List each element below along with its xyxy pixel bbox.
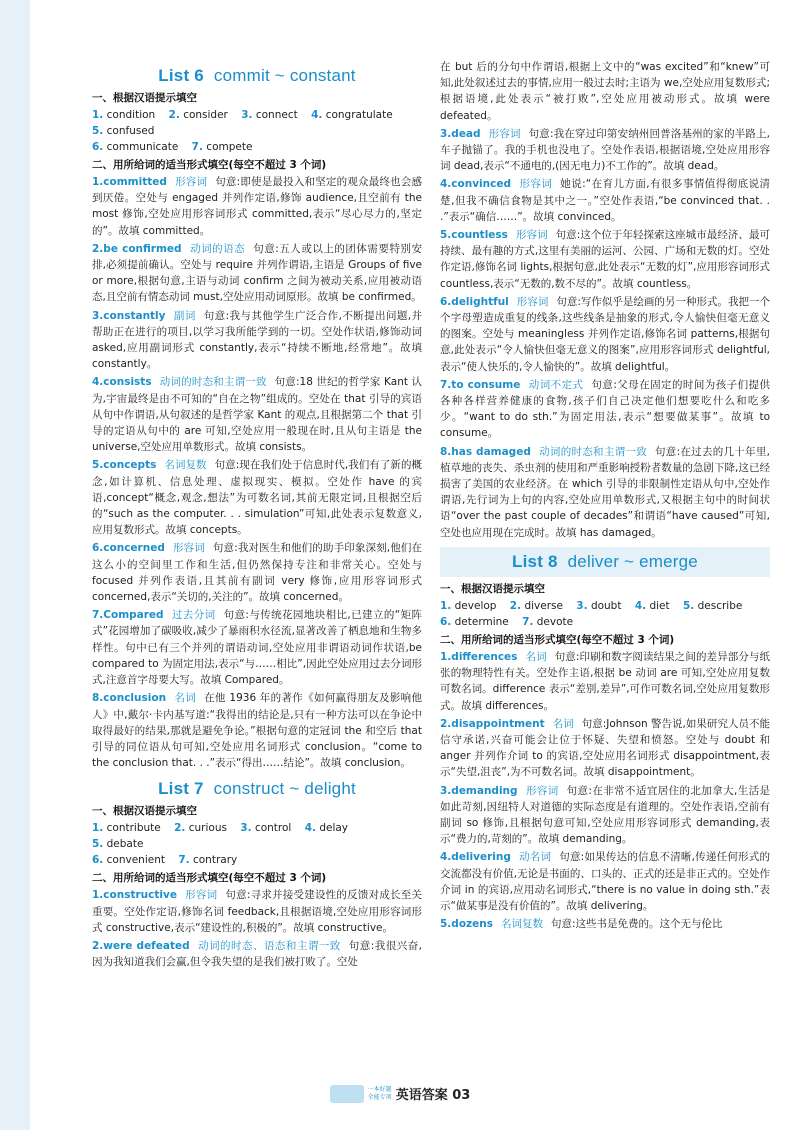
answer-entry: 3.demanding 形容词 句意:在非常不适宜居住的北加拿大,生活是如此苛刻,因纽特人对道德的实际态度是有道理的。空处作表语,空前有副词 so 修饰,且根据句意可知,空处应用形容词形式 demanding,表示“费力的,苛刻的”。故填 demanding。 [440,784,771,846]
word-answer: 3. control [240,822,292,835]
answer-entry-continued: 在 but 后的分句中作谓语,根据上文中的“was excited”和“knew”可知,此处叙述过去的事情,应用一般过去时;主语为 we,空处应用复数形式;根据语境,此处表示“被打败”,空处应用被动形式。故填 were defeated。 [440,61,770,122]
answer-page [92,58,772,1068]
list-6-section-2-title: 二、用所给词的适当形式填空(每空不超过 3 个词) [92,159,327,171]
answer-entry: 5.concepts 名词复数 句意:现在我们处于信息时代,我们有了新的概念,如计算机、信息处理、虚拟现实、模拟。空处作 have 的宾语,concept“概念,观念,想法”为可数名词,其前无限定词,且根据空后的“such as the computer. . . simulation”可知,此处表示复数意义,应用复数形式。故填 concepts。 [92,459,423,537]
answer-entry: 4.delivering 动名词 句意:如果传达的信息不清晰,传递任何形式的交流都没有价值,无论是书面的、口头的、正式的还是非正式的。空处作介词 in 的宾语,应用动名词形式,“there is no value in doing sth.”表示“做某事是没有价值的”。故填 delivering。 [440,851,770,912]
answer-entry: 5.countless 形容词 句意:这个位于年轻探索这座城市最经济、最可持续、最有趣的方式,这里有美丽的运河、公园、广场和无数的灯。空处作定语,修饰名词 lights,根据句意,此处表示“无数的灯”,应用形容词形式 countless,表示“无数的,数不尽的”。故填 countless。 [440,229,770,290]
list-8-section-1-title: 一、根据汉语提示填空 [440,582,545,595]
list-8-number: List 8 [512,551,558,571]
book-logo-icon [330,1085,364,1103]
answer-entry: 5.dozens 名词复数 句意:这些书是免费的。这个无与伦比 [440,918,723,931]
list-8-word-answers [440,598,770,630]
word-answer: 4. congratulate [311,109,393,121]
word-answer: 2. consider [168,109,228,121]
word-answer: 5. describe [682,599,743,612]
answer-entry: 1.differences 名词 句意:印刷和数字阅读结果之间的差异部分与纸张的物理特性有关。空处作主语,根据 be 动词 are 可知,空处应用复数可数名词。difference 表示“差别,差异”,可作可数名词,空处应用复数形式。故填 differences。 [440,650,770,712]
answer-entry: 1.committed 形容词 句意:即使是最投入和坚定的观众最终也会感到厌倦。空处与 engaged 并列作定语,修饰 audience,且空前有 the most 修饰,空处应用形容词形式 committed,表示“尽心尽力的,坚定的”。故填 committed。 [92,176,422,237]
answer-entry: 7.Compared 过去分词 句意:与传统花园地块相比,已建立的“矩阵式”花园增加了碳吸收,减少了暴雨积水径流,显著改善了栖息地和生物多样性。句中已有三个并列的谓语动词,空处应用非谓语动词作状语,be compared to 为固定用法,表示“与……相比”,因此空处应用过去分词形式,注意首字母要大写。故填 Compared。 [92,609,422,687]
word-answer: 4. delay [304,822,349,835]
word-answer: 7. compete [191,141,253,153]
list-8-header [440,547,770,577]
answer-entry: 3.dead 形容词 句意:我在穿过印第安纳州回普洛基州的家的半路上,车子抛锚了。我的手机也没电了。空处作表语,根据语境,空处应用形容词 dead,表示“不通电的,(因无电力)不工作的”。故填 dead。 [440,127,771,173]
word-answer: 6. determine [440,615,509,628]
list-8-range: deliver ~ emerge [567,551,698,571]
answer-entry: 8.has damaged 动词的时态和主谓一致 句意:在过去的几十年里,植草地的丧失、杀虫剂的使用和严重影响授粉者数量的急剧下降,这已经损害了美国的农业经济。在 which 引导的非限制性定语从句中,空处作谓语,先行词为上句的内容,空处应用单数形式,又根据主句中的时间状语“over the past couple of decades”和谓语“have caused”可知,空处也应用现在完成时。故填 has damaged。 [440,445,771,539]
word-answer: 3. connect [241,109,298,121]
answer-entry: 2.be confirmed 动词的语态 句意:五人或以上的团体需要特别安排,必须提前确认。空处与 require 并列作谓语,主语是 Groups of five or more,根据句意,主语与动词 confirm 之间为被动关系,应用被动语态,且空前有情态动词 must,空处应用动词原形。故填 be confirmed。 [92,242,423,304]
answer-entry: 3.constantly 副词 句意:我与其他学生广泛合作,不断提出问题,并帮助正在进行的项目,以学习我所能学到的一切。空处作状语,修饰动词 asked,应用副词形式 constantly,表示“持续不断地,经常地”。故填 constantly。 [92,309,423,371]
answer-entry: 4.convinced 形容词 她说:“在育儿方面,有很多事情值得彻底说清楚,但我不确信食物是其中之一。”空处作表语,“be convinced that. . .”表示“确信……”。故填 convinced。 [440,178,770,223]
answer-entry: 8.conclusion 名词 在他 1936 年的著作《如何赢得朋友及影响他人》中,戴尔·卡内基写道:“我得出的结论是,只有一种方法可以在争论中取得最好的结果,那就是避免争论。”根据句意的定冠词 the 和空后 that 引导的同位语从句可知,空处应用名词形式 conclusion。“come to the conclusion that. . .”表示“得出……结论”。故填 conclusion。 [92,692,422,770]
answer-entry: 2.were defeated 动词的时态、语态和主谓一致 句意:我很兴奋,因为我知道我们会赢,但令我失望的是我们被打败了。空处 [92,939,423,969]
list-8-section-2-title: 二、用所给词的适当形式填空(每空不超过 3 个词) [440,633,675,646]
right-column [440,58,770,934]
word-answer: 6. convenient [92,854,165,867]
list-7-section-2-title: 二、用所给词的适当形式填空(每空不超过 3 个词) [92,872,327,885]
list-6-number: List 6 [158,66,204,85]
list-6-word-answers [92,107,422,155]
word-answer: 5. debate [92,838,144,851]
list-6-range: commit ~ constant [213,66,356,85]
word-answer: 2. diverse [509,599,563,612]
list-7-number: List 7 [158,779,204,799]
list-6-header [92,66,422,86]
word-answer: 5. confused [92,125,155,137]
page-side-band [0,0,30,1130]
word-answer: 1. develop [440,599,497,612]
word-answer: 3. doubt [576,599,622,612]
answer-entry: 6.concerned 形容词 句意:我对医生和他们的助手印象深刻,他们在这么小的空间里工作和生活,但仍然保持专注和非常关心。空处与 focused 并列作表语,且其前有副词 very 修饰,应用形容词形式 concerned,表示“关切的,关注的”。故填 concerned。 [92,542,423,604]
answer-entry: 2.disappointment 名词 句意:Johnson 警告说,如果研究人员不能信守承诺,兴奋可能会让位于怀疑、失望和愤怒。空处与 doubt 和 anger 并列作介词 to 的宾语,空处应用名词形式 disappointment,表示“失望,沮丧”,为不可数名词。故填 disappointment。 [440,717,771,779]
list-7-word-answers [92,820,422,868]
word-answer: 4. diet [634,599,670,612]
page-footer-label: 英语答案 03 [395,1088,471,1103]
logo-text: 一本好题 全能专项 [367,1085,392,1101]
answer-entry: 7.to consume 动词不定式 句意:父母在固定的时间为孩子们提供各种各样营养健康的食物,孩子们自己决定他们想要吃什么和吃多少。“want to do sth.”为固定用法,表示“想要做某事”。故填 to consume。 [440,378,770,440]
word-answer: 1. condition [92,109,156,121]
answer-entry: 4.consists 动词的时态和主谓一致 句意:18 世纪的哲学家 Kant 认为,宇宙最终是由不可知的“自在之物”组成的。空处在 that 引导的宾语从句中作谓语,从句叙述的是哲学家 Kant 的观点,且根据第二个 that 引导的定语从句中的 are 可知,空处应用一般现在时,且从句主语是 the universe,空处应用单数形式。故填 consists。 [92,376,422,454]
list-6-section-1-title: 一、根据汉语提示填空 [92,92,197,104]
list-7-section-1-title: 一、根据汉语提示填空 [92,805,197,818]
word-answer: 7. contrary [178,854,238,867]
list-7-header [92,779,422,799]
list-7-range: construct ~ delight [213,779,356,799]
word-answer: 2. curious [174,822,227,835]
page-footer [0,1084,800,1103]
answer-entry: 6.delightful 形容词 句意:写作似乎是绘画的另一种形式。我把一个个字母塑造成重复的线条,这些线条是抽象的形式,令人愉快但毫无意义的图案。空处与 meaningless 并列作定语,修饰名词 patterns,根据句意,此处表示“令人愉快但毫无意义的图案”,应用形容词形式 delightful,表示“使人快乐的,令人愉快的”。故填 delightful。 [440,295,770,373]
word-answer: 1. contribute [92,822,161,835]
word-answer: 6. communicate [92,141,179,153]
word-answer: 7. devote [522,615,574,628]
left-column [92,58,422,972]
answer-entry: 1.constructive 形容词 句意:寻求并接受建设性的反馈对成长至关重要。空处作定语,修饰名词 feedback,且根据语境,空处应用形容词形式 constructive,表示“建设性的,积极的”。故填 constructive。 [92,889,423,934]
